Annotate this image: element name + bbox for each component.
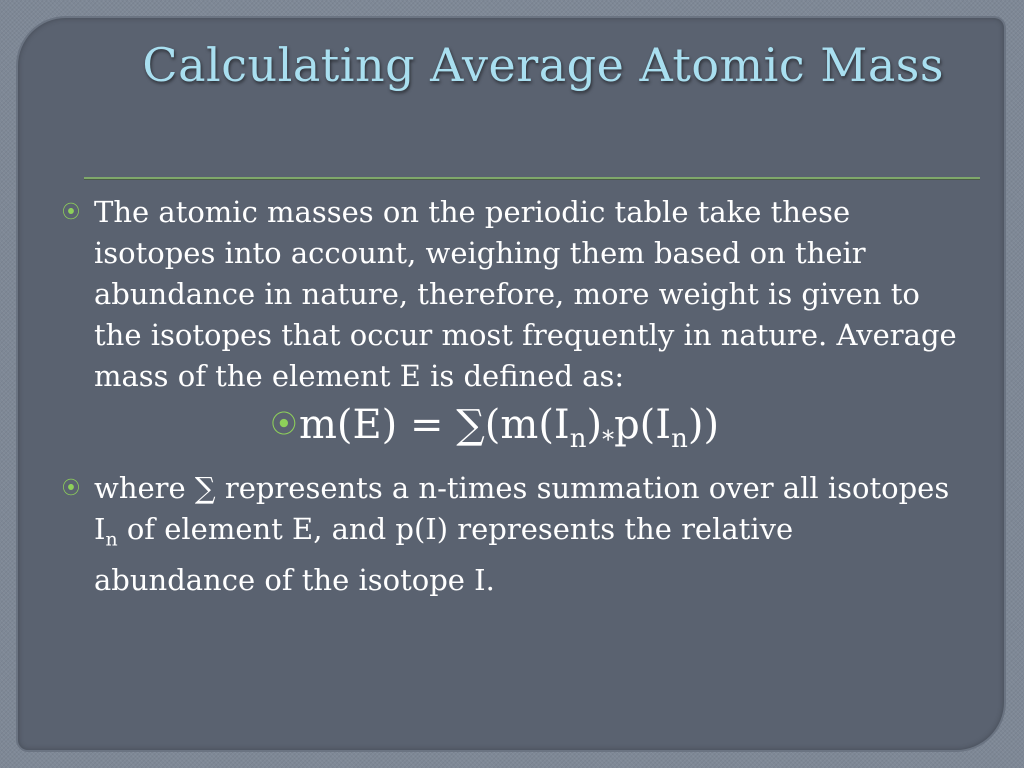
formula-part-2: ) xyxy=(586,402,603,448)
bullet-icon: ⦿ xyxy=(62,477,80,499)
bullet-icon: ⦿ xyxy=(62,202,80,223)
formula-part-1: m(E) = ∑(m(I xyxy=(298,402,570,448)
bullet-icon: ⦿ xyxy=(270,410,297,440)
bullet-paragraph-1 xyxy=(60,192,960,397)
title-divider xyxy=(84,177,980,180)
slide-content xyxy=(60,192,960,601)
formula xyxy=(30,397,960,468)
paragraph-2-subscript: n xyxy=(105,529,118,551)
bullet-paragraph-2 xyxy=(60,468,960,602)
formula-part-3: p(I xyxy=(614,402,672,448)
formula-multiply-operator: * xyxy=(602,425,615,454)
paragraph-1-text: The atomic masses on the periodic table take these isotopes into account, weighing them based on their abundance in nature, therefore, more weight is given to the isotopes that occur most frequently in nature. Average mass of the element E is defined as: xyxy=(94,195,957,393)
formula-part-4: )) xyxy=(687,402,720,448)
paragraph-2-text-before: where ∑ represents a n-times summation over all isotopes I xyxy=(94,470,950,546)
formula-subscript-2: n xyxy=(671,424,688,455)
slide-title: Calculating Average Atomic Mass xyxy=(142,38,944,92)
formula-subscript-1: n xyxy=(569,424,587,455)
paragraph-2-text-after: of element E, and p(I) represents the relative abundance of the isotope I. xyxy=(94,511,794,598)
